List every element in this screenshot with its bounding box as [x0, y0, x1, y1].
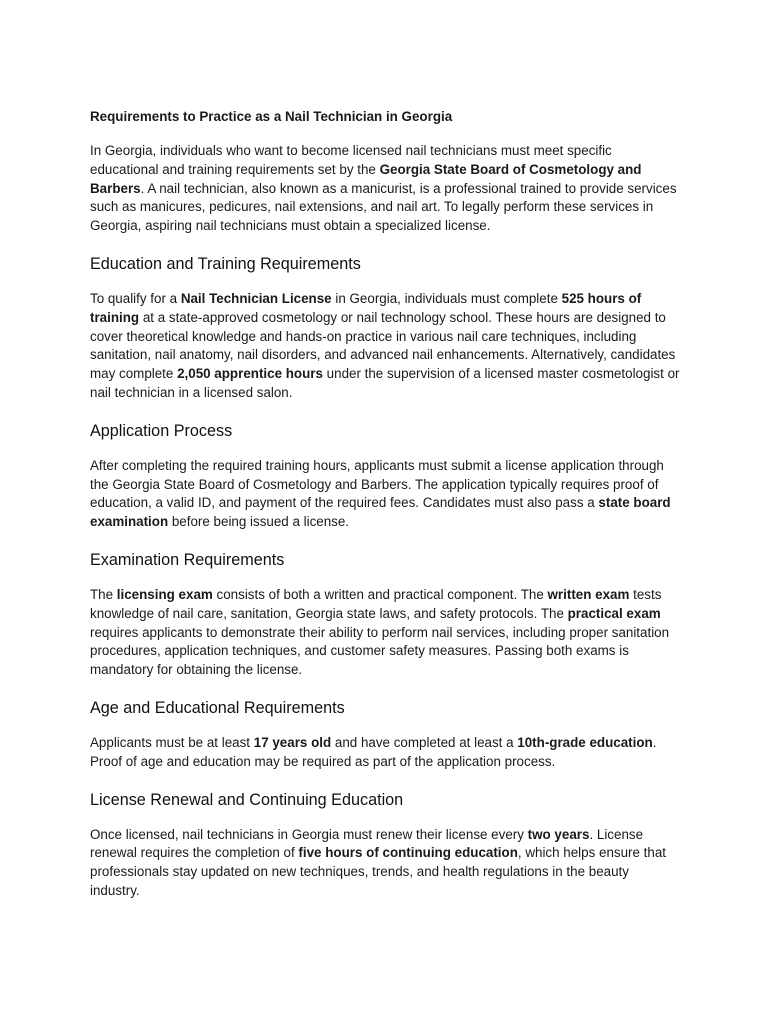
- bold-text-run: 17 years old: [253, 734, 332, 750]
- text-run: tests knowledge of nail care, sanitation, Georgia state laws, and safety protocols. The: [90, 586, 662, 621]
- text-run: After completing the required training hours, applicants must submit a license application through the Georgia State Board of Cosmetology and Barbers. The application typically requires proof of education, a valid ID, and payment of the required fees. Candidates must also pass a: [90, 457, 664, 511]
- section-body-age-education: [90, 734, 680, 772]
- bold-text-run: licensing exam: [116, 586, 213, 602]
- text-run: requires applicants to demonstrate their ability to perform nail services, including proper sanitation procedures, application techniques, and customer safety measures. Passing both exams is mandatory for obtaining the license.: [90, 624, 670, 678]
- bold-text-run: 2,050 apprentice hours: [177, 366, 323, 382]
- text-run: To qualify for a: [90, 290, 181, 306]
- text-run: In Georgia, individuals who want to become licensed nail technicians must meet specific educational and training requirements set by the: [90, 143, 612, 177]
- section-body-examination: [90, 586, 680, 680]
- text-run: . Proof of age and education may be required as part of the application process.: [90, 734, 657, 769]
- section-body-education: [90, 290, 680, 403]
- section-heading-renewal: License Renewal and Continuing Education: [90, 790, 404, 809]
- bold-text-run: two years: [527, 826, 590, 842]
- section-heading-examination: Examination Requirements: [90, 550, 285, 569]
- bold-text-run: 525 hours of training: [90, 290, 642, 325]
- section-body-renewal: [90, 826, 680, 901]
- text-run: Applicants must be at least: [90, 734, 254, 750]
- text-run: consists of both a written and practical component. The: [212, 586, 548, 602]
- text-run: under the supervision of a licensed master cosmetologist or nail technician in a licensed salon.: [90, 366, 680, 400]
- bold-text-run: 10th-grade education: [517, 734, 653, 750]
- text-run: , which helps ensure that professionals stay updated on new techniques, trends, and health regulations in the beauty industry.: [90, 845, 667, 898]
- bold-text-run: state board examination: [90, 495, 671, 530]
- text-run: . License renewal requires the completion of: [90, 826, 644, 861]
- bold-text-run: written exam: [547, 586, 630, 602]
- bold-text-run: Nail Technician License: [180, 290, 332, 306]
- text-run: The: [90, 586, 117, 602]
- bold-text-run: practical exam: [567, 605, 661, 621]
- section-body-application: [90, 457, 680, 532]
- text-run: and have completed at least a: [331, 734, 518, 750]
- bold-text-run: Georgia State Board of Cosmetology and Barbers: [90, 161, 642, 196]
- text-run: Once licensed, nail technicians in Georgia must renew their license every: [90, 826, 528, 842]
- text-run: . A nail technician, also known as a manicurist, is a professional trained to provide services such as manicures, pedicures, nail extensions, and nail art. To legally perform these services in Georgia, aspiring nail technicians must obtain a specialized license.: [90, 180, 677, 234]
- section-heading-education: Education and Training Requirements: [90, 254, 361, 273]
- section-heading-application: Application Process: [90, 421, 233, 440]
- text-run: at a state-approved cosmetology or nail technology school. These hours are designed to cover theoretical knowledge and hands-on practice in various nail care techniques, including sanitation, nail anatomy, nail disorders, and advanced nail enhancements. Alternatively, candidates may complete: [90, 309, 676, 382]
- intro-paragraph: [90, 142, 680, 236]
- text-run: before being issued a license.: [168, 514, 350, 530]
- document-title: Requirements to Practice as a Nail Technician in Georgia: [90, 109, 453, 124]
- bold-text-run: five hours of continuing education: [298, 845, 518, 861]
- text-run: in Georgia, individuals must complete: [331, 290, 562, 306]
- section-heading-age-education: Age and Educational Requirements: [90, 698, 345, 717]
